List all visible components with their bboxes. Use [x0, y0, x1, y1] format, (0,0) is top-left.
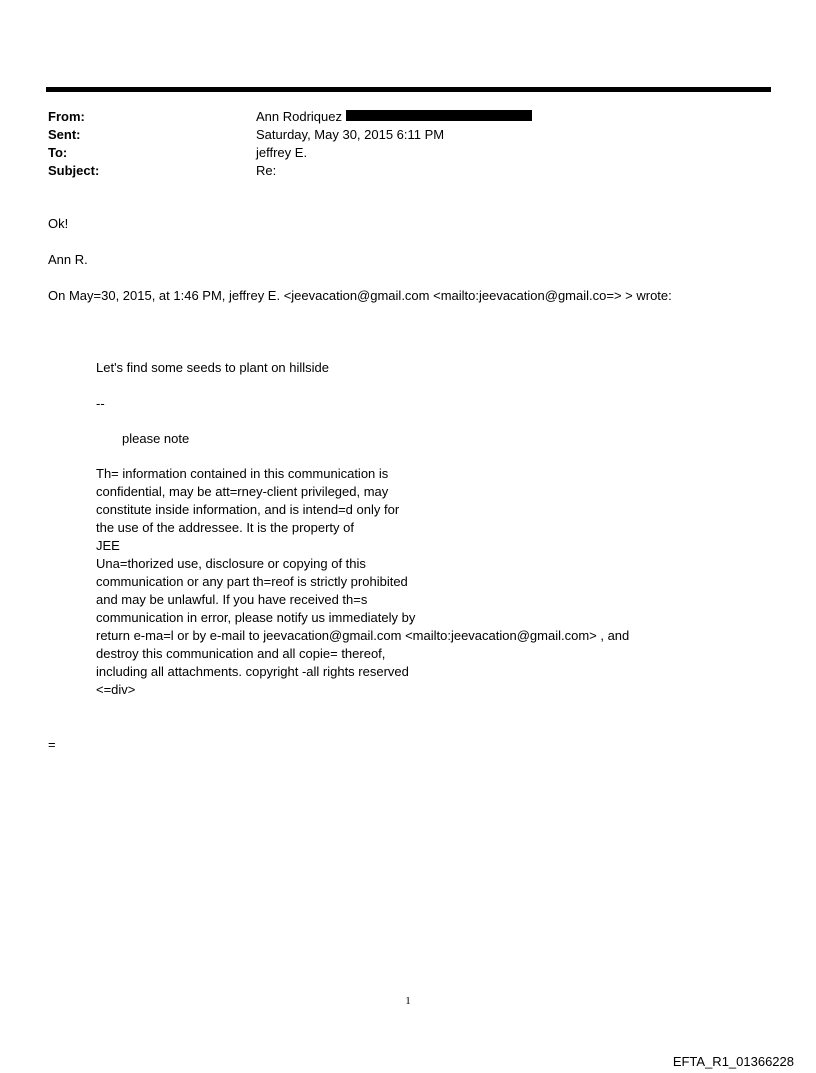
disclaimer-line: <=div>	[96, 682, 136, 697]
from-value	[256, 108, 532, 126]
disclaimer-line: Una=thorized use, disclosure or copying of this	[96, 556, 366, 571]
sent-value: Saturday, May 30, 2015 6:11 PM	[256, 127, 445, 142]
signature: Ann R.	[48, 252, 88, 267]
disclaimer-line: destroy this communication and all copie= thereof,	[96, 646, 386, 661]
disclaimer-line: including all attachments. copyright -all rights reserved	[96, 664, 409, 679]
disclaimer-line: confidential, may be att=rney-client privileged, may	[96, 484, 389, 499]
quoted-text: Let's find some seeds to plant on hillside	[96, 360, 330, 375]
please-note: please note	[122, 431, 190, 446]
separator: --	[96, 396, 105, 411]
from-name: Ann Rodriquez	[256, 109, 342, 124]
to-label: To:	[48, 145, 68, 160]
trailing-mark: =	[48, 737, 56, 752]
page-number: 1	[405, 995, 411, 1007]
disclaimer-line: the use of the addressee. It is the property of	[96, 520, 354, 535]
disclaimer-line: return e-ma=l or by e-mail to jeevacation@gmail.com <mailto:jeevacation@gmail.com> , and	[96, 628, 630, 643]
header-rule	[46, 87, 771, 92]
disclaimer-line: Th= information contained in this communication is	[96, 466, 389, 481]
quote-intro: On May=30, 2015, at 1:46 PM, jeffrey E. <jeevacation@gmail.com <mailto:jeevacation@gmail.co=> > wrote:	[48, 288, 672, 303]
subject-value: Re:	[256, 163, 277, 178]
subject-label: Subject:	[48, 163, 100, 178]
disclaimer-line: and may be unlawful. If you have received th=s	[96, 592, 368, 607]
bates-number: EFTA_R1_01366228	[672, 1054, 794, 1069]
redaction-bar	[346, 110, 532, 121]
sent-label: Sent:	[48, 127, 81, 142]
reply-text: Ok!	[48, 216, 69, 231]
disclaimer	[96, 465, 629, 699]
disclaimer-line: communication in error, please notify us immediately by	[96, 610, 416, 625]
disclaimer-line: JEE	[96, 538, 120, 553]
disclaimer-line: constitute inside information, and is intend=d only for	[96, 502, 400, 517]
from-label: From:	[48, 109, 85, 124]
to-value: jeffrey E.	[256, 145, 308, 160]
disclaimer-line: communication or any part th=reof is strictly prohibited	[96, 574, 408, 589]
